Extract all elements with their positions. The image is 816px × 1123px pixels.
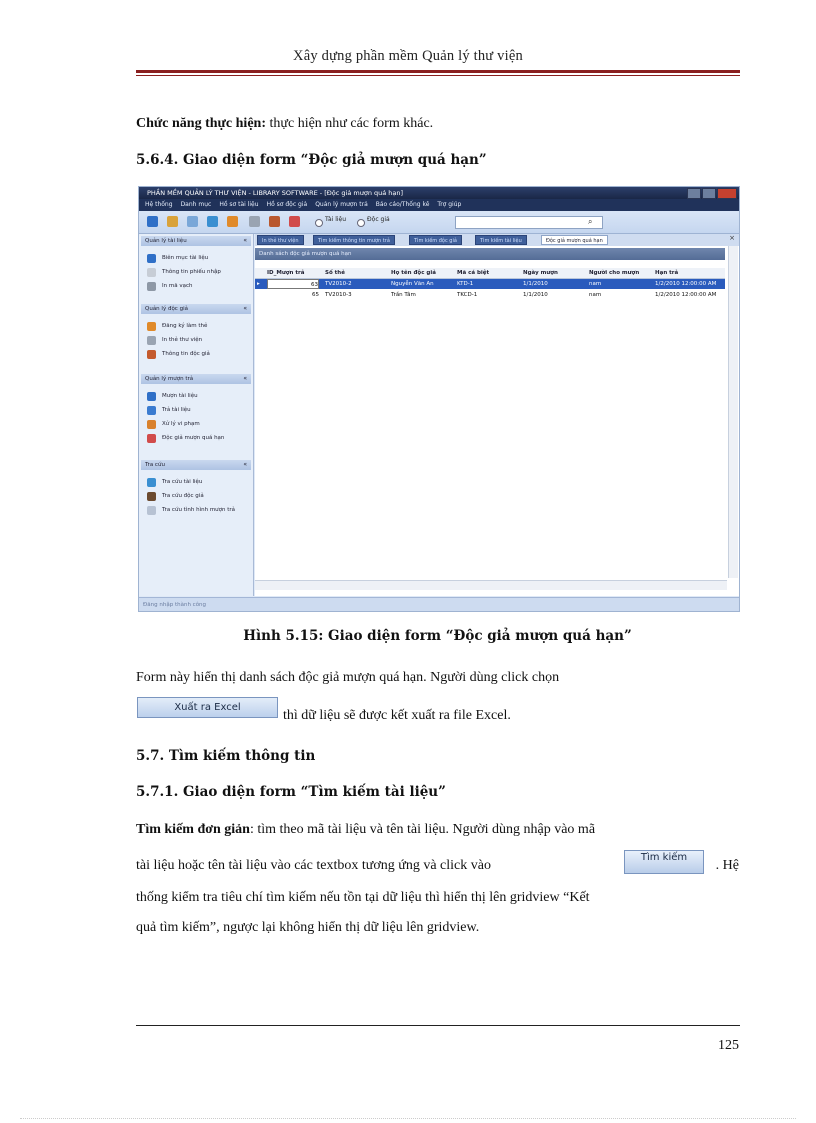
search-input[interactable] — [455, 216, 603, 229]
search-paragraph-line2-end: . Hệ — [715, 858, 739, 873]
section-heading-5-7-1: 5.7.1. Giao diện form “Tìm kiếm tài liệu” — [136, 784, 446, 800]
sidebar-item-in-ma-vach[interactable] — [147, 280, 192, 292]
sidebar-item-bien-muc[interactable] — [147, 252, 208, 264]
refresh-icon[interactable] — [207, 216, 218, 227]
sidebar-section-muon-tra[interactable] — [141, 374, 251, 384]
document-icon[interactable] — [187, 216, 198, 227]
cell-han-tra: 1/2/2010 12:00:00 AM — [655, 292, 717, 298]
sidebar-section-title: Quản lý tài liệu — [145, 238, 187, 244]
page-number: 125 — [718, 1038, 739, 1053]
col-ngay-muon[interactable]: Ngày mượn — [523, 270, 558, 276]
calendar-icon — [147, 434, 156, 443]
col-so-the[interactable]: Số thẻ — [325, 270, 345, 276]
toolbar — [139, 211, 739, 234]
intro-text: thực hiện như các form khác. — [266, 116, 434, 131]
search-paragraph-line4: quả tìm kiếm”, ngược lại không hiển thị dữ liệu lên gridview. — [136, 920, 480, 935]
book-icon — [147, 254, 156, 263]
grid-title: Danh sách độc giả mượn quá hạn — [255, 248, 725, 260]
header-rule-thin — [136, 75, 740, 76]
edit-icon[interactable] — [167, 216, 178, 227]
sidebar-item-label: In thẻ thư viện — [162, 337, 203, 343]
cell-so-the: TV2010-3 — [325, 292, 352, 298]
search-label: Tìm kiếm đơn giản — [136, 822, 250, 837]
sidebar-section-title: Tra cứu — [145, 462, 165, 468]
tab-tim-kiem-muon-tra[interactable]: Tìm kiếm thông tin mượn trả — [313, 235, 395, 245]
cell-nguoi-cho-muon: nam — [589, 281, 602, 287]
window-title: PHẦN MỀM QUẢN LÝ THƯ VIỆN - LIBRARY SOFTWARE - [Độc giả mượn quá hạn] — [147, 189, 404, 197]
user-search-icon — [147, 492, 156, 501]
user-icon — [147, 322, 156, 331]
table-row[interactable] — [255, 279, 725, 289]
sidebar-item-label: Đăng ký làm thẻ — [162, 323, 208, 329]
document-icon — [147, 268, 156, 277]
sidebar-item-label: Tra cứu tài liệu — [162, 479, 203, 485]
footer-rule — [136, 1025, 740, 1026]
cell-ngay-muon: 1/1/2010 — [523, 281, 548, 287]
book-icon — [147, 392, 156, 401]
maximize-icon[interactable] — [702, 188, 716, 199]
section-heading-5-7: 5.7. Tìm kiếm thông tin — [136, 748, 316, 764]
search-paragraph-line1 — [136, 816, 739, 844]
menu-tro-giup[interactable]: Trợ giúp — [437, 201, 462, 208]
radio-tai-lieu[interactable] — [315, 219, 323, 227]
sidebar-item-label: Xử lý vi phạm — [162, 421, 200, 427]
warning-icon — [147, 420, 156, 429]
section-heading-5-6-4: 5.6.4. Giao diện form “Độc giả mượn quá hạn” — [136, 152, 487, 168]
collapse-icon[interactable]: « — [243, 237, 247, 244]
tab-in-the[interactable]: In thẻ thư viện — [257, 235, 304, 245]
search-paragraph-line2: tài liệu hoặc tên tài liệu vào các textbox tương ứng và click vào — [136, 858, 491, 873]
col-id[interactable]: ID_Mượn trả — [267, 270, 305, 276]
cell-ma-ca-biet: KTD-1 — [457, 281, 474, 287]
menu-quan-ly-muon-tra[interactable]: Quản lý mượn trả — [315, 201, 368, 208]
tab-tim-kiem-tai-lieu[interactable]: Tìm kiếm tài liệu — [475, 235, 527, 245]
search-text1: : tìm theo mã tài liệu và tên tài liệu. Người dùng nhập vào mã — [249, 822, 596, 837]
collapse-icon[interactable]: « — [243, 461, 247, 468]
sidebar-section-tra-cuu[interactable] — [141, 460, 251, 470]
menu-ho-so-doc-gia[interactable]: Hồ sơ độc giả — [266, 201, 308, 208]
tab-tim-kiem-doc-gia[interactable]: Tìm kiếm độc giả — [409, 235, 462, 245]
sidebar-item-label: Tra cứu độc giả — [162, 493, 204, 499]
cell-han-tra: 1/2/2010 12:00:00 AM — [655, 281, 717, 287]
sidebar-section-title: Quản lý mượn trả — [145, 376, 194, 382]
sidebar-item-label: Thông tin độc giả — [162, 351, 210, 357]
page-edge — [20, 1118, 796, 1119]
radio-doc-gia[interactable] — [357, 219, 365, 227]
sidebar-item-thong-tin-doc-gia[interactable] — [147, 348, 210, 360]
sidebar-item-dang-ky[interactable] — [147, 320, 207, 332]
users-icon — [147, 350, 156, 359]
sidebar-section-tai-lieu[interactable] — [141, 236, 251, 246]
menu-ho-so-tai-lieu[interactable]: Hồ sơ tài liệu — [219, 201, 259, 208]
horizontal-scrollbar[interactable] — [255, 580, 727, 590]
search-icon — [147, 478, 156, 487]
status-bar: Đăng nhập thành công — [139, 597, 739, 611]
sidebar-item-phieu-nhap[interactable] — [147, 266, 221, 278]
menu-he-thong[interactable]: Hệ thống — [145, 201, 173, 208]
menu-bar — [139, 199, 739, 211]
cell-ma-ca-biet: TKCD-1 — [457, 292, 478, 298]
grid-header — [255, 268, 725, 279]
cell-nguoi-cho-muon: nam — [589, 292, 602, 298]
sidebar-section-doc-gia[interactable] — [141, 304, 251, 314]
header-rule — [136, 70, 740, 73]
barcode-icon — [147, 282, 156, 291]
cell-ho-ten: Nguyễn Văn An — [391, 281, 434, 287]
sidebar-item-label: Biên mục tài liệu — [162, 255, 209, 261]
sidebar-item-tra-cuu-tai-lieu[interactable] — [147, 476, 202, 488]
excel-paragraph-line1: Form này hiển thị danh sách độc giả mượn quá hạn. Người dùng click chọn — [136, 670, 560, 685]
cell-id[interactable]: 63 — [267, 279, 319, 289]
sidebar-item-tra-cuu-muon-tra[interactable] — [147, 504, 235, 516]
running-header: Xây dựng phần mềm Quản lý thư viện — [293, 48, 523, 64]
report-icon — [147, 506, 156, 515]
search-paragraph-line3: thống kiểm tra tiêu chí tìm kiếm nếu tồn tại dữ liệu thì hiển thị lên gridview “Kết — [136, 890, 590, 905]
menu-danh-muc[interactable]: Danh mục — [180, 201, 212, 208]
radio-tai-lieu-label: Tài liệu — [325, 216, 347, 223]
sidebar-item-label: Độc giả mượn quá hạn — [162, 435, 225, 441]
col-ho-ten[interactable]: Họ tên độc giả — [391, 270, 436, 276]
intro-paragraph — [136, 110, 739, 138]
col-ma-ca-biet[interactable]: Mã cá biệt — [457, 270, 490, 276]
search-icon[interactable]: ⌕ — [588, 217, 593, 226]
col-han-tra[interactable]: Hạn trả — [655, 270, 679, 276]
sidebar-item-label: Thông tin phiếu nhập — [162, 269, 221, 275]
card-icon[interactable] — [249, 216, 260, 227]
app-screenshot — [138, 186, 740, 612]
window-titlebar — [139, 187, 739, 199]
cell-ngay-muon: 1/1/2010 — [523, 292, 548, 298]
cell-so-the: TV2010-2 — [325, 281, 352, 287]
calendar-icon[interactable] — [289, 216, 300, 227]
radio-doc-gia-label: Độc giả — [367, 216, 390, 223]
sidebar-item-muon[interactable] — [147, 390, 198, 402]
menu-bao-cao[interactable]: Báo cáo/Thống kê — [375, 201, 430, 208]
grid-panel — [255, 246, 739, 596]
cell-id: 65 — [312, 292, 319, 298]
close-icon[interactable] — [717, 188, 737, 199]
sidebar-item-vi-pham[interactable] — [147, 418, 200, 430]
user-icon[interactable] — [227, 216, 238, 227]
collapse-icon[interactable]: « — [243, 375, 247, 382]
close-tab-icon[interactable]: × — [729, 234, 735, 242]
excel-paragraph-line2: thì dữ liệu sẽ được kết xuất ra file Excel. — [283, 708, 511, 723]
sidebar-item-tra[interactable] — [147, 404, 191, 416]
book-icon[interactable] — [147, 216, 158, 227]
tab-doc-gia-qua-han[interactable]: Độc giả mượn quá hạn — [541, 235, 608, 245]
users-icon[interactable] — [269, 216, 280, 227]
collapse-icon[interactable]: « — [243, 305, 247, 312]
table-row[interactable] — [255, 290, 725, 300]
sidebar-section-title: Quản lý độc giả — [145, 306, 188, 312]
sidebar-item-tra-cuu-doc-gia[interactable] — [147, 490, 204, 502]
sidebar-item-in-the[interactable] — [147, 334, 202, 346]
minimize-icon[interactable] — [687, 188, 701, 199]
window-controls — [687, 188, 737, 199]
col-nguoi-cho-muon[interactable]: Người cho mượn — [589, 270, 640, 276]
card-icon — [147, 336, 156, 345]
sidebar-item-label: In mã vạch — [162, 283, 193, 289]
book-return-icon — [147, 406, 156, 415]
search-button[interactable]: Tìm kiếm — [624, 850, 704, 874]
figure-caption: Hình 5.15: Giao diện form “Độc giả mượn quá hạn” — [243, 628, 632, 644]
row-selector-icon: ▸ — [257, 281, 260, 287]
sidebar-item-label: Mượn tài liệu — [162, 393, 198, 399]
sidebar-item-label: Tra cứu tình hình mượn trả — [162, 507, 236, 513]
export-excel-button[interactable]: Xuất ra Excel — [137, 697, 278, 718]
cell-ho-ten: Trần Tâm — [391, 292, 416, 298]
sidebar-item-label: Trả tài liệu — [162, 407, 191, 413]
intro-label: Chức năng thực hiện: — [136, 116, 266, 131]
vertical-scrollbar[interactable] — [728, 246, 738, 578]
sidebar — [139, 234, 254, 596]
sidebar-item-qua-han[interactable] — [147, 432, 224, 444]
